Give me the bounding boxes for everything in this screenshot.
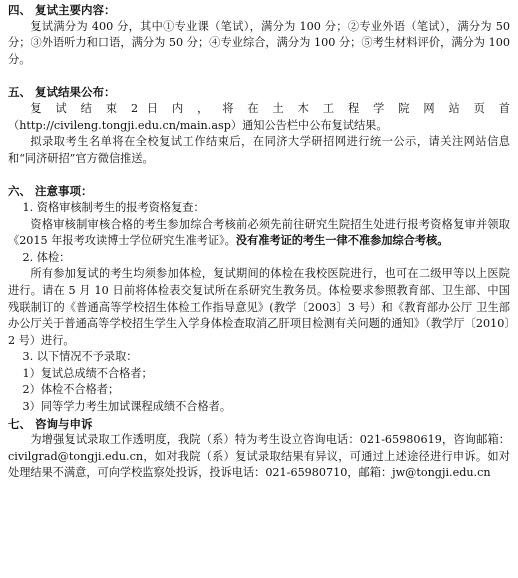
item3-title: 3. 以下情况不予录取： (22, 350, 138, 364)
item1-text (8, 217, 510, 250)
item1-title: 1. 资格审核制考生的报考资格复查： (22, 200, 205, 214)
section5-line1: 复 试 结 束 2 日 内 ， 将 在 土 木 工 程 学 院 网 站 页 首 (30, 101, 510, 115)
section6-heading: 六、 注意事项： (8, 184, 93, 199)
item2-title: 2. 体检： (22, 250, 71, 264)
section7-heading: 七、 咨询与申诉 (8, 416, 93, 431)
item2-text: 所有参加复试的考生均须参加体检，复试期间的体检在我校医院进行，也可在二级甲等以上医院进行。请在 5 月 10 日前将体检表交复试所在系研究生教务员。体检要求参照教育部、卫生部、中国残联制订的《普通高等学校招生体检工作指导意见》(教学〔2003〕3 号）和《教育部办公厅 卫生部办公厅关于普通高等学校招生学生入学身体检查取消乙肝项目检测有关问题的通知》（教学厅〔2010〕2 号）进行。 (8, 267, 510, 347)
section5-line2: （http://civileng.tongji.edu.cn/main.asp）通知公告栏中公布复试结果。 (8, 118, 388, 132)
list-item: 3）同等学力考生加试课程成绩不合格者。 (22, 400, 232, 414)
section5-heading: 五、 复试结果公布： (8, 85, 116, 100)
section4-heading: 四、 复试主要内容： (8, 3, 116, 17)
section4-text: 复试满分为 400 分，其中①专业课（笔试），满分为 100 分；②专业外语（笔试），满分为 50 分；③外语听力和口语，满分为 50 分；④专业综合，满分为 100 分；⑤考生材料评价，满分为 100 分。 (8, 19, 510, 66)
section5-text2: 拟录取考生名单将在全校复试工作结束后，在同济大学研招网进行统一公示，请关注网站信息和“同济研招”官方微信推送。 (8, 135, 510, 165)
item1-normal-text: 资格审核制审核合格的考生参加综合考核前必须先前往研究生院招生处进行报考资格复审并领取《2015 年报考攻读博士学位研究生准考证》。 (8, 217, 510, 248)
list-item: 2）体检不合格者； (22, 383, 120, 397)
section7-text: 为增强复试录取工作透明度，我院（系）特为考生设立咨询电话：021-65980619，咨询邮箱：civilgrad@tongji.edu.cn，如对我院（系）复试录取结果有异议，可通过上述途径进行申诉。如对处理结果不满意，可向学校监察处投诉，投诉电话：021-65980710，邮箱：jw@tongji.edu.cn (8, 433, 510, 480)
list-item: 1）复试总成绩不合格者； (22, 366, 153, 380)
item1-bold-text: 没有准考证的考生一律不准参加综合考核。 (235, 234, 449, 248)
